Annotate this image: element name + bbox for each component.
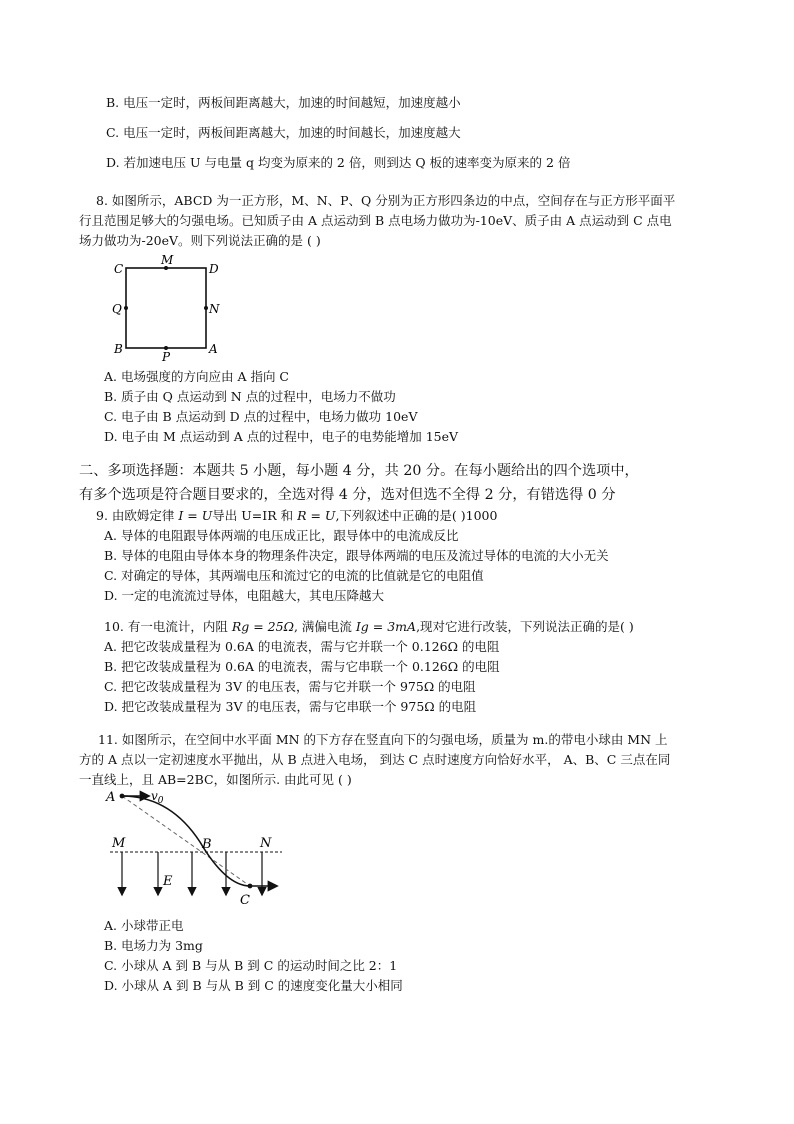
q8-option-a: A. 电场强度的方向应由 A 指向 C (104, 369, 289, 384)
q11-stem-line-1: 11. 如图所示，在空间中水平面 MN 的下方存在竖直向下的匀强电场，质量为 m.的带电小球由 MN 上 (98, 732, 668, 747)
q8-point-q (124, 306, 128, 310)
q11-label-m: M (112, 836, 126, 851)
q9-equation-ohm: I = U (178, 508, 213, 523)
q8-stem-line-3: 场力做功为-20eV。则下列说法正确的是 ( ) (79, 233, 321, 248)
q7-option-d: D. 若加速电压 U 与电量 q 均变为原来的 2 倍，则到达 Q 板的速率变为原来的 2 倍 (106, 155, 571, 170)
q9-option-b: B. 导体的电阻由导体本身的物理条件决定，跟导体两端的电压及流过导体的电流的大小无关 (104, 548, 609, 563)
q11-label-e: E (163, 874, 173, 889)
q10-equation-ig: Ig = 3mA (355, 619, 417, 634)
q11-label-n: N (260, 836, 272, 851)
q9-option-d: D. 一定的电流流过导体，电阻越大，其电压降越大 (104, 588, 385, 603)
q11-label-c: C (240, 893, 250, 908)
q8-square-figure (108, 252, 228, 364)
q8-point-n (204, 306, 208, 310)
q8-stem-line-1: 8. 如图所示，ABCD 为一正方形，M、N、P、Q 分别为正方形四条边的中点，空间存在与正方形平面平 (96, 193, 676, 208)
q8-label-a: A (209, 342, 218, 356)
section-2-heading-line-1: 二、多项选择题：本题共 5 小题，每小题 4 分，共 20 分。在每小题给出的四个选项中， (79, 463, 639, 479)
q11-field-figure (100, 786, 290, 910)
q8-option-c: C. 电子由 B 点运动到 D 点的过程中，电场力做功 10eV (104, 409, 418, 424)
q10-option-c: C. 把它改装成量程为 3V 的电压表，需与它并联一个 975Ω 的电阻 (104, 679, 476, 694)
q8-option-d: D. 电子由 M 点运动到 A 点的过程中，电子的电势能增加 15eV (104, 429, 459, 444)
q10-stem: 10. 有一电流计，内阻 Rg = 25Ω, 满偏电流 Ig = 3mA,现对它进行改装，下列说法正确的是( ) (104, 619, 634, 634)
q11-stem-line-3: 一直线上，且 AB=2BC，如图所示. 由此可见 ( ) (79, 772, 352, 787)
q8-option-b: B. 质子由 Q 点运动到 N 点的过程中，电场力不做功 (104, 389, 396, 404)
q11-label-b: B (202, 837, 212, 852)
q11-point-c (248, 884, 253, 889)
q8-label-q: Q (112, 302, 122, 316)
q10-equation-rg: Rg = 25Ω (231, 619, 294, 634)
q8-label-p: P (162, 350, 171, 364)
q10-option-a: A. 把它改装成量程为 0.6A 的电流表，需与它并联一个 0.126Ω 的电阻 (104, 639, 500, 654)
q11-option-d: D. 小球从 A 到 B 与从 B 到 C 的速度变化量大小相同 (104, 978, 403, 993)
q10-option-b: B. 把它改装成量程为 0.6A 的电流表，需与它串联一个 0.126Ω 的电阻 (104, 659, 500, 674)
q9-option-c: C. 对确定的导体，其两端电压和流过它的电流的比值就是它的电阻值 (104, 568, 484, 583)
q9-option-a: A. 导体的电阻跟导体两端的电压成正比，跟导体中的电流成反比 (104, 528, 459, 543)
q10-option-d: D. 把它改装成量程为 3V 的电压表，需与它串联一个 975Ω 的电阻 (104, 699, 477, 714)
q9-equation-resistance: R = U (297, 508, 336, 523)
q11-line-abc (122, 796, 250, 886)
q7-option-c: C. 电压一定时，两板间距离越大，加速的时间越长，加速度越大 (106, 125, 461, 140)
q11-point-a (120, 794, 125, 799)
q8-label-b: B (114, 342, 123, 356)
q11-option-c: C. 小球从 A 到 B 与从 B 到 C 的运动时间之比 2：1 (104, 958, 398, 973)
q9-stem: 9. 由欧姆定律 I = U导出 U=IR 和 R = U,下列叙述中正确的是( )1000 (96, 508, 498, 523)
q8-label-m: M (161, 253, 174, 267)
q11-stem-line-2: 方的 A 点以一定初速度水平抛出，从 B 点进入电场， 到达 C 点时速度方向恰好水平， A、B、C 三点在同 (79, 752, 671, 767)
q8-square (126, 268, 206, 348)
q8-label-d: D (209, 262, 219, 276)
q11-label-a: A (106, 790, 116, 805)
q8-stem-line-2: 行且范围足够大的匀强电场。已知质子由 A 点运动到 B 点电场力做功为-10eV、质子由 A 点运动到 C 点电 (79, 213, 672, 228)
q8-label-n: N (209, 302, 220, 316)
q11-label-v0: $v_0$ (151, 789, 164, 806)
q8-label-c: C (114, 262, 124, 276)
q11-option-a: A. 小球带正电 (104, 918, 184, 933)
section-2-heading-line-2: 有多个选项是符合题目要求的，全选对得 4 分，选对但选不全得 2 分，有错选得 0 分 (79, 487, 616, 503)
q11-option-b: B. 电场力为 3mg (104, 938, 203, 953)
q7-option-b: B. 电压一定时，两板间距离越大，加速的时间越短，加速度越小 (106, 95, 461, 110)
